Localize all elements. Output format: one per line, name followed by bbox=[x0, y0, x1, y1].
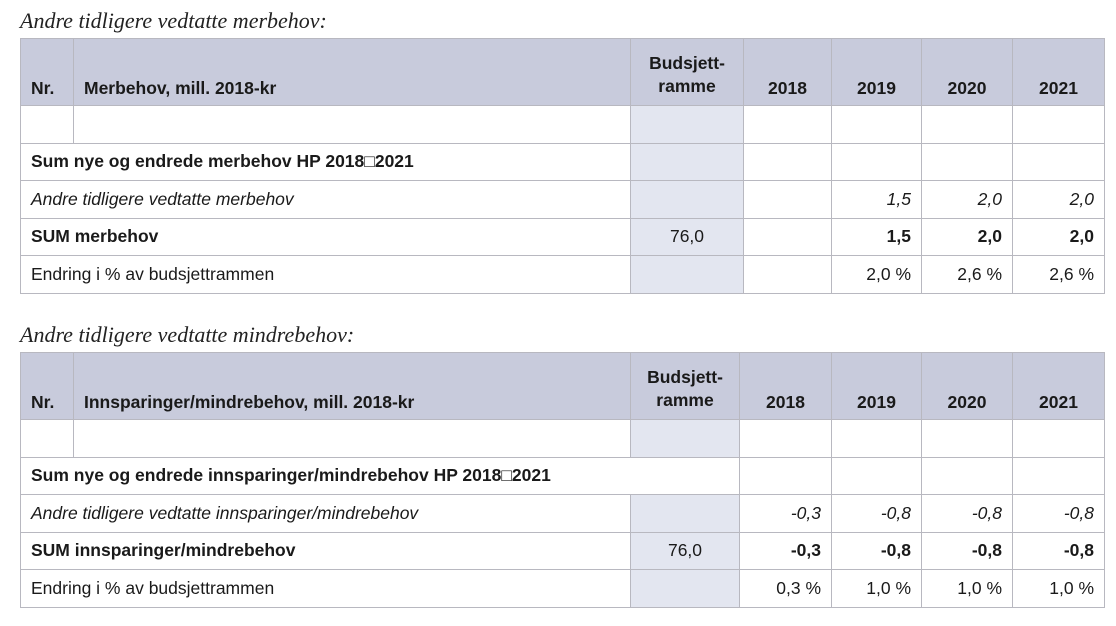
header-ramme-line2: ramme bbox=[658, 76, 716, 97]
cell-2021 bbox=[1013, 420, 1105, 458]
header-budsjettramme bbox=[631, 39, 744, 106]
cell-ramme bbox=[631, 143, 744, 181]
cell-ramme-value: 76,0 bbox=[631, 218, 744, 256]
cell-ramme bbox=[631, 256, 744, 294]
cell-2018: 0,3 % bbox=[740, 570, 832, 608]
cell-2019: -0,8 bbox=[832, 532, 922, 570]
table-row-empty bbox=[21, 420, 1105, 458]
cell-2020: -0,8 bbox=[922, 532, 1013, 570]
cell-2020: 2,0 bbox=[922, 218, 1013, 256]
merbehov-table bbox=[20, 38, 1105, 294]
cell-desc bbox=[74, 106, 631, 144]
other-label: Andre tidligere vedtatte innsparinger/mindrebehov bbox=[21, 495, 631, 533]
other-label: Andre tidligere vedtatte merbehov bbox=[21, 181, 631, 219]
header-year-2021: 2021 bbox=[1013, 353, 1105, 420]
cell-2018: -0,3 bbox=[740, 532, 832, 570]
header-nr: Nr. bbox=[21, 39, 74, 106]
change-label: Endring i % av budsjettrammen bbox=[21, 570, 631, 608]
header-year-2018: 2018 bbox=[740, 353, 832, 420]
section-title-mindrebehov: Andre tidligere vedtatte mindrebehov: bbox=[20, 322, 355, 347]
header-ramme-line1: Budsjett- bbox=[647, 366, 723, 387]
header-ramme-line2: ramme bbox=[656, 390, 714, 411]
sum-label: SUM merbehov bbox=[21, 218, 631, 256]
cell-2019 bbox=[832, 457, 922, 495]
cell-2019: 1,0 % bbox=[832, 570, 922, 608]
cell-2019 bbox=[832, 106, 922, 144]
cell-2018 bbox=[744, 181, 832, 219]
cell-2020 bbox=[922, 106, 1013, 144]
cell-2020: -0,8 bbox=[922, 495, 1013, 533]
cell-ramme bbox=[631, 495, 740, 533]
cell-ramme bbox=[631, 570, 740, 608]
cell-2019: -0,8 bbox=[832, 495, 922, 533]
cell-2021: -0,8 bbox=[1013, 532, 1105, 570]
cell-2019: 1,5 bbox=[832, 181, 922, 219]
table-row-change bbox=[21, 256, 1105, 294]
cell-2021: 2,0 bbox=[1013, 181, 1105, 219]
cell-2020: 2,0 bbox=[922, 181, 1013, 219]
cell-2018: -0,3 bbox=[740, 495, 832, 533]
cell-2018 bbox=[744, 106, 832, 144]
cell-ramme bbox=[631, 106, 744, 144]
table-header-row bbox=[21, 353, 1105, 420]
cell-2020 bbox=[922, 457, 1013, 495]
cell-2020: 1,0 % bbox=[922, 570, 1013, 608]
table-row-other bbox=[21, 181, 1105, 219]
header-year-2020: 2020 bbox=[922, 353, 1013, 420]
cell-2019: 1,5 bbox=[832, 218, 922, 256]
header-year-2020: 2020 bbox=[922, 39, 1013, 106]
table-row-other bbox=[21, 495, 1105, 533]
table-row-sum-new bbox=[21, 143, 1105, 181]
cell-2021 bbox=[1013, 143, 1105, 181]
change-label: Endring i % av budsjettrammen bbox=[21, 256, 631, 294]
cell-2020 bbox=[922, 143, 1013, 181]
cell-2019 bbox=[832, 420, 922, 458]
cell-2021 bbox=[1013, 106, 1105, 144]
table-row-change bbox=[21, 570, 1105, 608]
table-row-sum bbox=[21, 532, 1105, 570]
header-year-2018: 2018 bbox=[744, 39, 832, 106]
cell-2019: 2,0 % bbox=[832, 256, 922, 294]
cell-2020 bbox=[922, 420, 1013, 458]
cell-2021 bbox=[1013, 457, 1105, 495]
cell-2018 bbox=[744, 256, 832, 294]
sum-new-label: Sum nye og endrede merbehov HP 2018□2021 bbox=[21, 143, 631, 181]
cell-2021: 1,0 % bbox=[1013, 570, 1105, 608]
header-ramme-line1: Budsjett- bbox=[649, 52, 725, 73]
sum-label: SUM innsparinger/mindrebehov bbox=[21, 532, 631, 570]
cell-desc bbox=[74, 420, 631, 458]
cell-2021: 2,0 bbox=[1013, 218, 1105, 256]
table-row-sum bbox=[21, 218, 1105, 256]
header-year-2019: 2019 bbox=[832, 39, 922, 106]
section-title-merbehov: Andre tidligere vedtatte merbehov: bbox=[20, 8, 327, 33]
cell-2018 bbox=[744, 143, 832, 181]
cell-2018 bbox=[744, 218, 832, 256]
cell-2021: -0,8 bbox=[1013, 495, 1105, 533]
header-description: Innsparinger/mindrebehov, mill. 2018-kr bbox=[74, 353, 631, 420]
table-row-sum-new bbox=[21, 457, 1105, 495]
header-budsjettramme bbox=[631, 353, 740, 420]
cell-nr bbox=[21, 420, 74, 458]
sum-new-label: Sum nye og endrede innsparinger/mindrebehov HP 2018□2021 bbox=[21, 457, 740, 495]
header-year-2021: 2021 bbox=[1013, 39, 1105, 106]
cell-ramme-value: 76,0 bbox=[631, 532, 740, 570]
cell-ramme bbox=[631, 420, 740, 458]
cell-2018 bbox=[740, 420, 832, 458]
table-header-row bbox=[21, 39, 1105, 106]
table-row-empty bbox=[21, 106, 1105, 144]
header-year-2019: 2019 bbox=[832, 353, 922, 420]
cell-nr bbox=[21, 106, 74, 144]
cell-ramme bbox=[631, 181, 744, 219]
cell-2020: 2,6 % bbox=[922, 256, 1013, 294]
cell-2021: 2,6 % bbox=[1013, 256, 1105, 294]
header-nr: Nr. bbox=[21, 353, 74, 420]
mindrebehov-table bbox=[20, 352, 1105, 608]
cell-2018 bbox=[740, 457, 832, 495]
cell-2019 bbox=[832, 143, 922, 181]
header-description: Merbehov, mill. 2018-kr bbox=[74, 39, 631, 106]
